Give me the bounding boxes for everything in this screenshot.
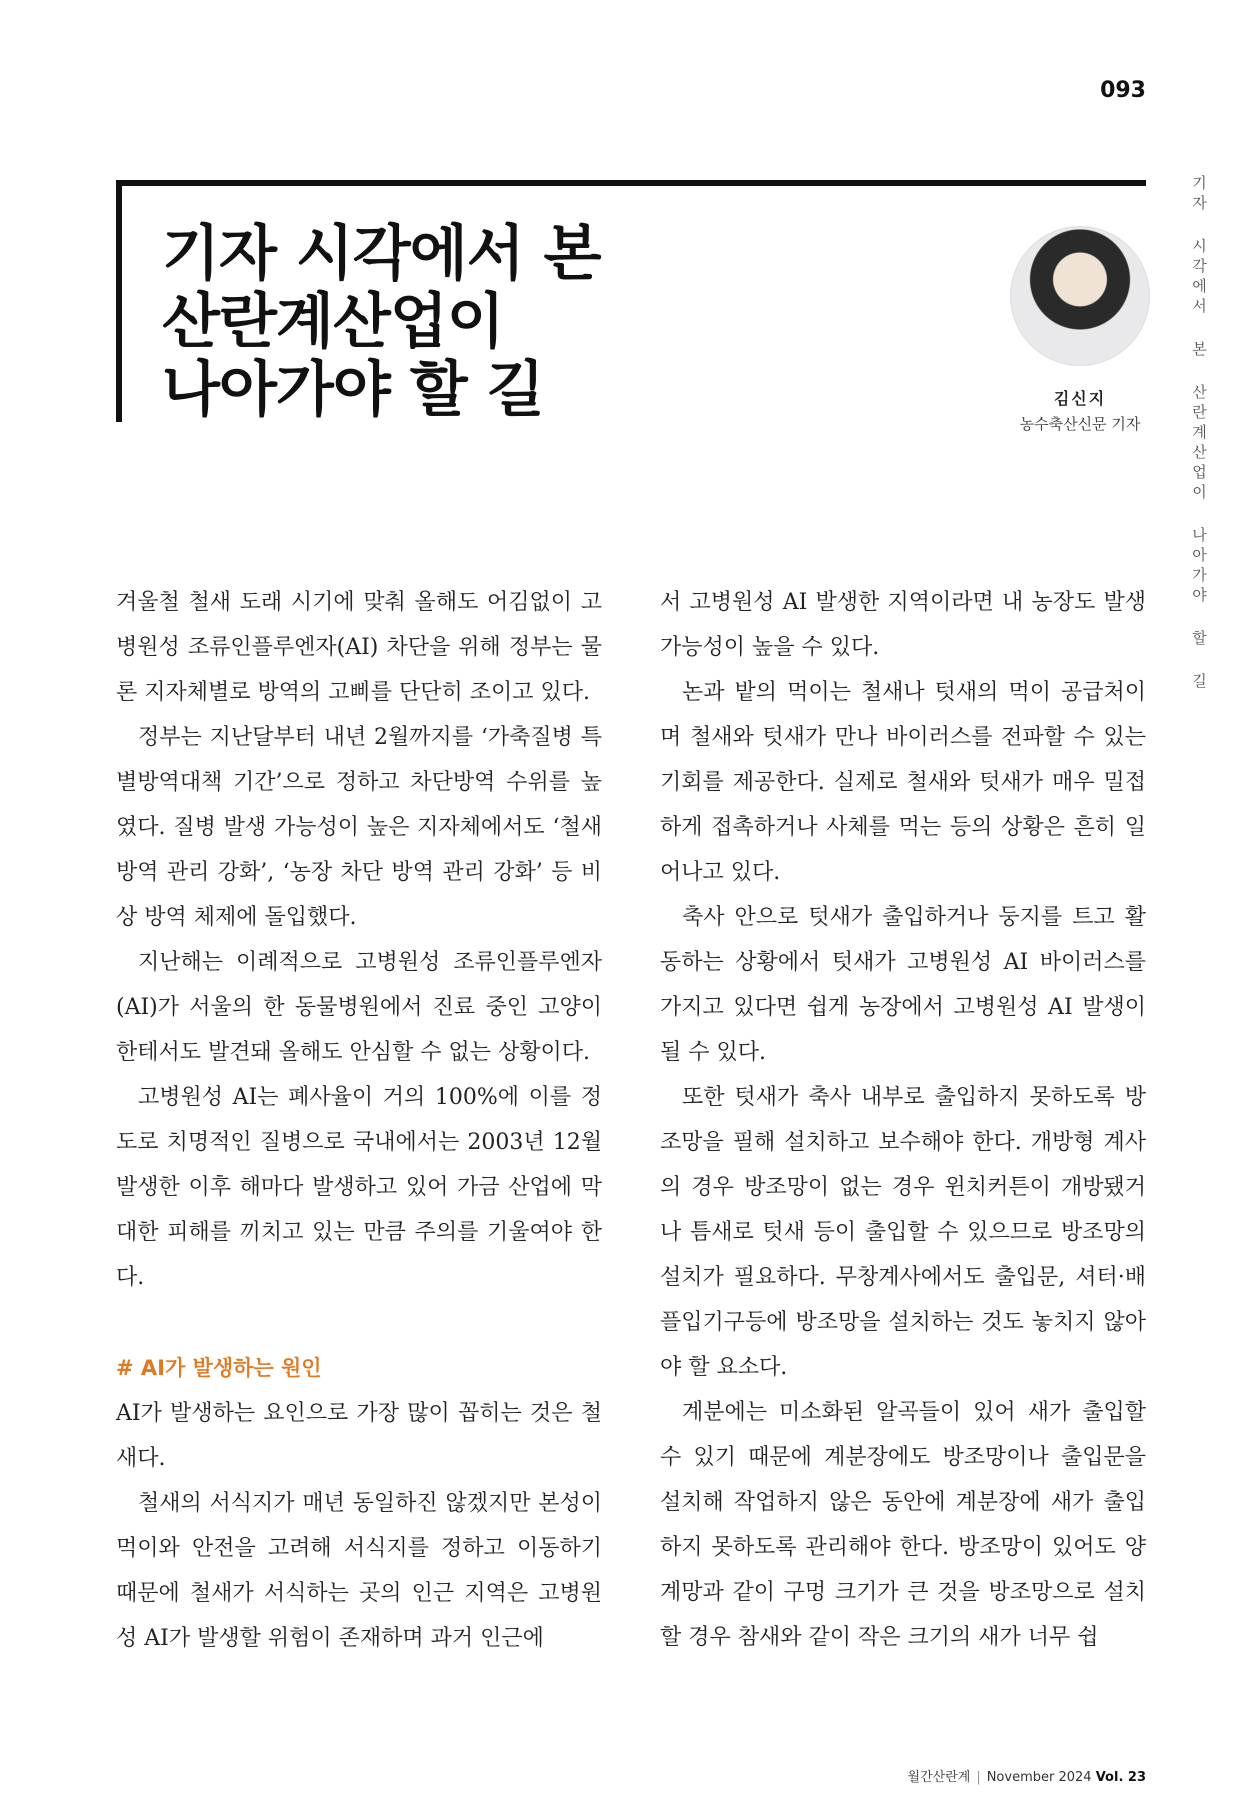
paragraph: 서 고병원성 AI 발생한 지역이라면 내 농장도 발생 가능성이 높을 수 있다.: [660, 590, 1146, 660]
paragraph: 축사 안으로 텃새가 출입하거나 둥지를 트고 활동하는 상황에서 텃새가 고병원성 AI 바이러스를 가지고 있다면 쉽게 농장에서 고병원성 AI 발생이 될 수 있다.: [660, 905, 1146, 1065]
title-line-3: 나아가야 할 길: [162, 355, 544, 425]
page-footer: [760, 1766, 1146, 1785]
footer-magazine: 월간산란계: [907, 1770, 971, 1785]
header-rule: [116, 180, 1146, 186]
title-line-1: 기자 시각에서 본: [162, 219, 601, 289]
author-name: 김신지: [1053, 389, 1107, 408]
paragraph: AI가 발생하는 요인으로 가장 많이 꼽히는 것은 철새다.: [116, 1401, 602, 1471]
footer-issue: November 2024: [986, 1770, 1092, 1785]
side-running-title: 기자 시각에서 본 산란계산업이 나아가야 할 길: [1190, 175, 1208, 693]
article-column-left: [116, 580, 602, 1661]
page-number: 093: [1100, 78, 1146, 103]
footer-volume: Vol. 23: [1095, 1770, 1146, 1785]
paragraph: 정부는 지난달부터 내년 2월까지를 ‘가축질병 특별방역대책 기간’으로 정하고 차단방역 수위를 높였다. 질병 발생 가능성이 높은 지자체에서도 ‘철새 방역 관리 강화’, ‘농장 차단 방역 관리 강화’ 등 비상 방역 체제에 돌입했다.: [116, 725, 602, 930]
author-affiliation: 농수축산신문 기자: [1019, 415, 1141, 433]
title-line-2: 산란계산업이: [162, 287, 504, 357]
article-title: [162, 220, 882, 424]
paragraph: 철새의 서식지가 매년 동일하진 않겠지만 본성이 먹이와 안전을 고려해 서식지를 정하고 이동하기 때문에 철새가 서식하는 곳의 인근 지역은 고병원성 AI가 발생할 위험이 존재하며 과거 인근에: [116, 1491, 602, 1651]
paragraph: 고병원성 AI는 폐사율이 거의 100%에 이를 정도로 치명적인 질병으로 국내에서는 2003년 12월 발생한 이후 해마다 발생하고 있어 가금 산업에 막대한 피해를 끼치고 있는 만큼 주의를 기울여야 한다.: [116, 1085, 602, 1290]
paragraph: 지난해는 이례적으로 고병원성 조류인플루엔자(AI)가 서울의 한 동물병원에서 진료 중인 고양이한테서도 발견돼 올해도 안심할 수 없는 상황이다.: [116, 950, 602, 1065]
paragraph: 또한 텃새가 축사 내부로 출입하지 못하도록 방조망을 필해 설치하고 보수해야 한다. 개방형 계사의 경우 방조망이 없는 경우 윈치커튼이 개방됐거나 틈새로 텃새 등이 출입할 수 있으므로 방조망의 설치가 필요하다. 무창계사에서도 출입문, 셔터·배플입기구등에 방조망을 설치하는 것도 놓치지 않아야 할 요소다.: [660, 1085, 1146, 1380]
paragraph: 계분에는 미소화된 알곡들이 있어 새가 출입할 수 있기 때문에 계분장에도 방조망이나 출입문을 설치해 작업하지 않은 동안에 계분장에 새가 출입하지 못하도록 관리해야 한다. 방조망이 있어도 양계망과 같이 구멍 크기가 큰 것을 방조망으로 설치할 경우 참새와 같이 작은 크기의 새가 너무 쉽: [660, 1400, 1146, 1650]
title-accent-bar: [116, 180, 122, 422]
section-heading: # AI가 발생하는 원인: [116, 1356, 322, 1380]
paragraph: 겨울철 철새 도래 시기에 맞춰 올해도 어김없이 고병원성 조류인플루엔자(AI) 차단을 위해 정부는 물론 지자체별로 방역의 고삐를 단단히 조이고 있다.: [116, 590, 602, 705]
author-photo: [1010, 226, 1150, 366]
author-block: [1005, 226, 1155, 434]
article-column-right: [660, 580, 1146, 1660]
footer-separator: |: [976, 1770, 981, 1785]
paragraph: 논과 밭의 먹이는 철새나 텃새의 먹이 공급처이며 철새와 텃새가 만나 바이러스를 전파할 수 있는 기회를 제공한다. 실제로 철새와 텃새가 매우 밀접하게 접촉하거나 사체를 먹는 등의 상황은 흔히 일어나고 있다.: [660, 680, 1146, 885]
